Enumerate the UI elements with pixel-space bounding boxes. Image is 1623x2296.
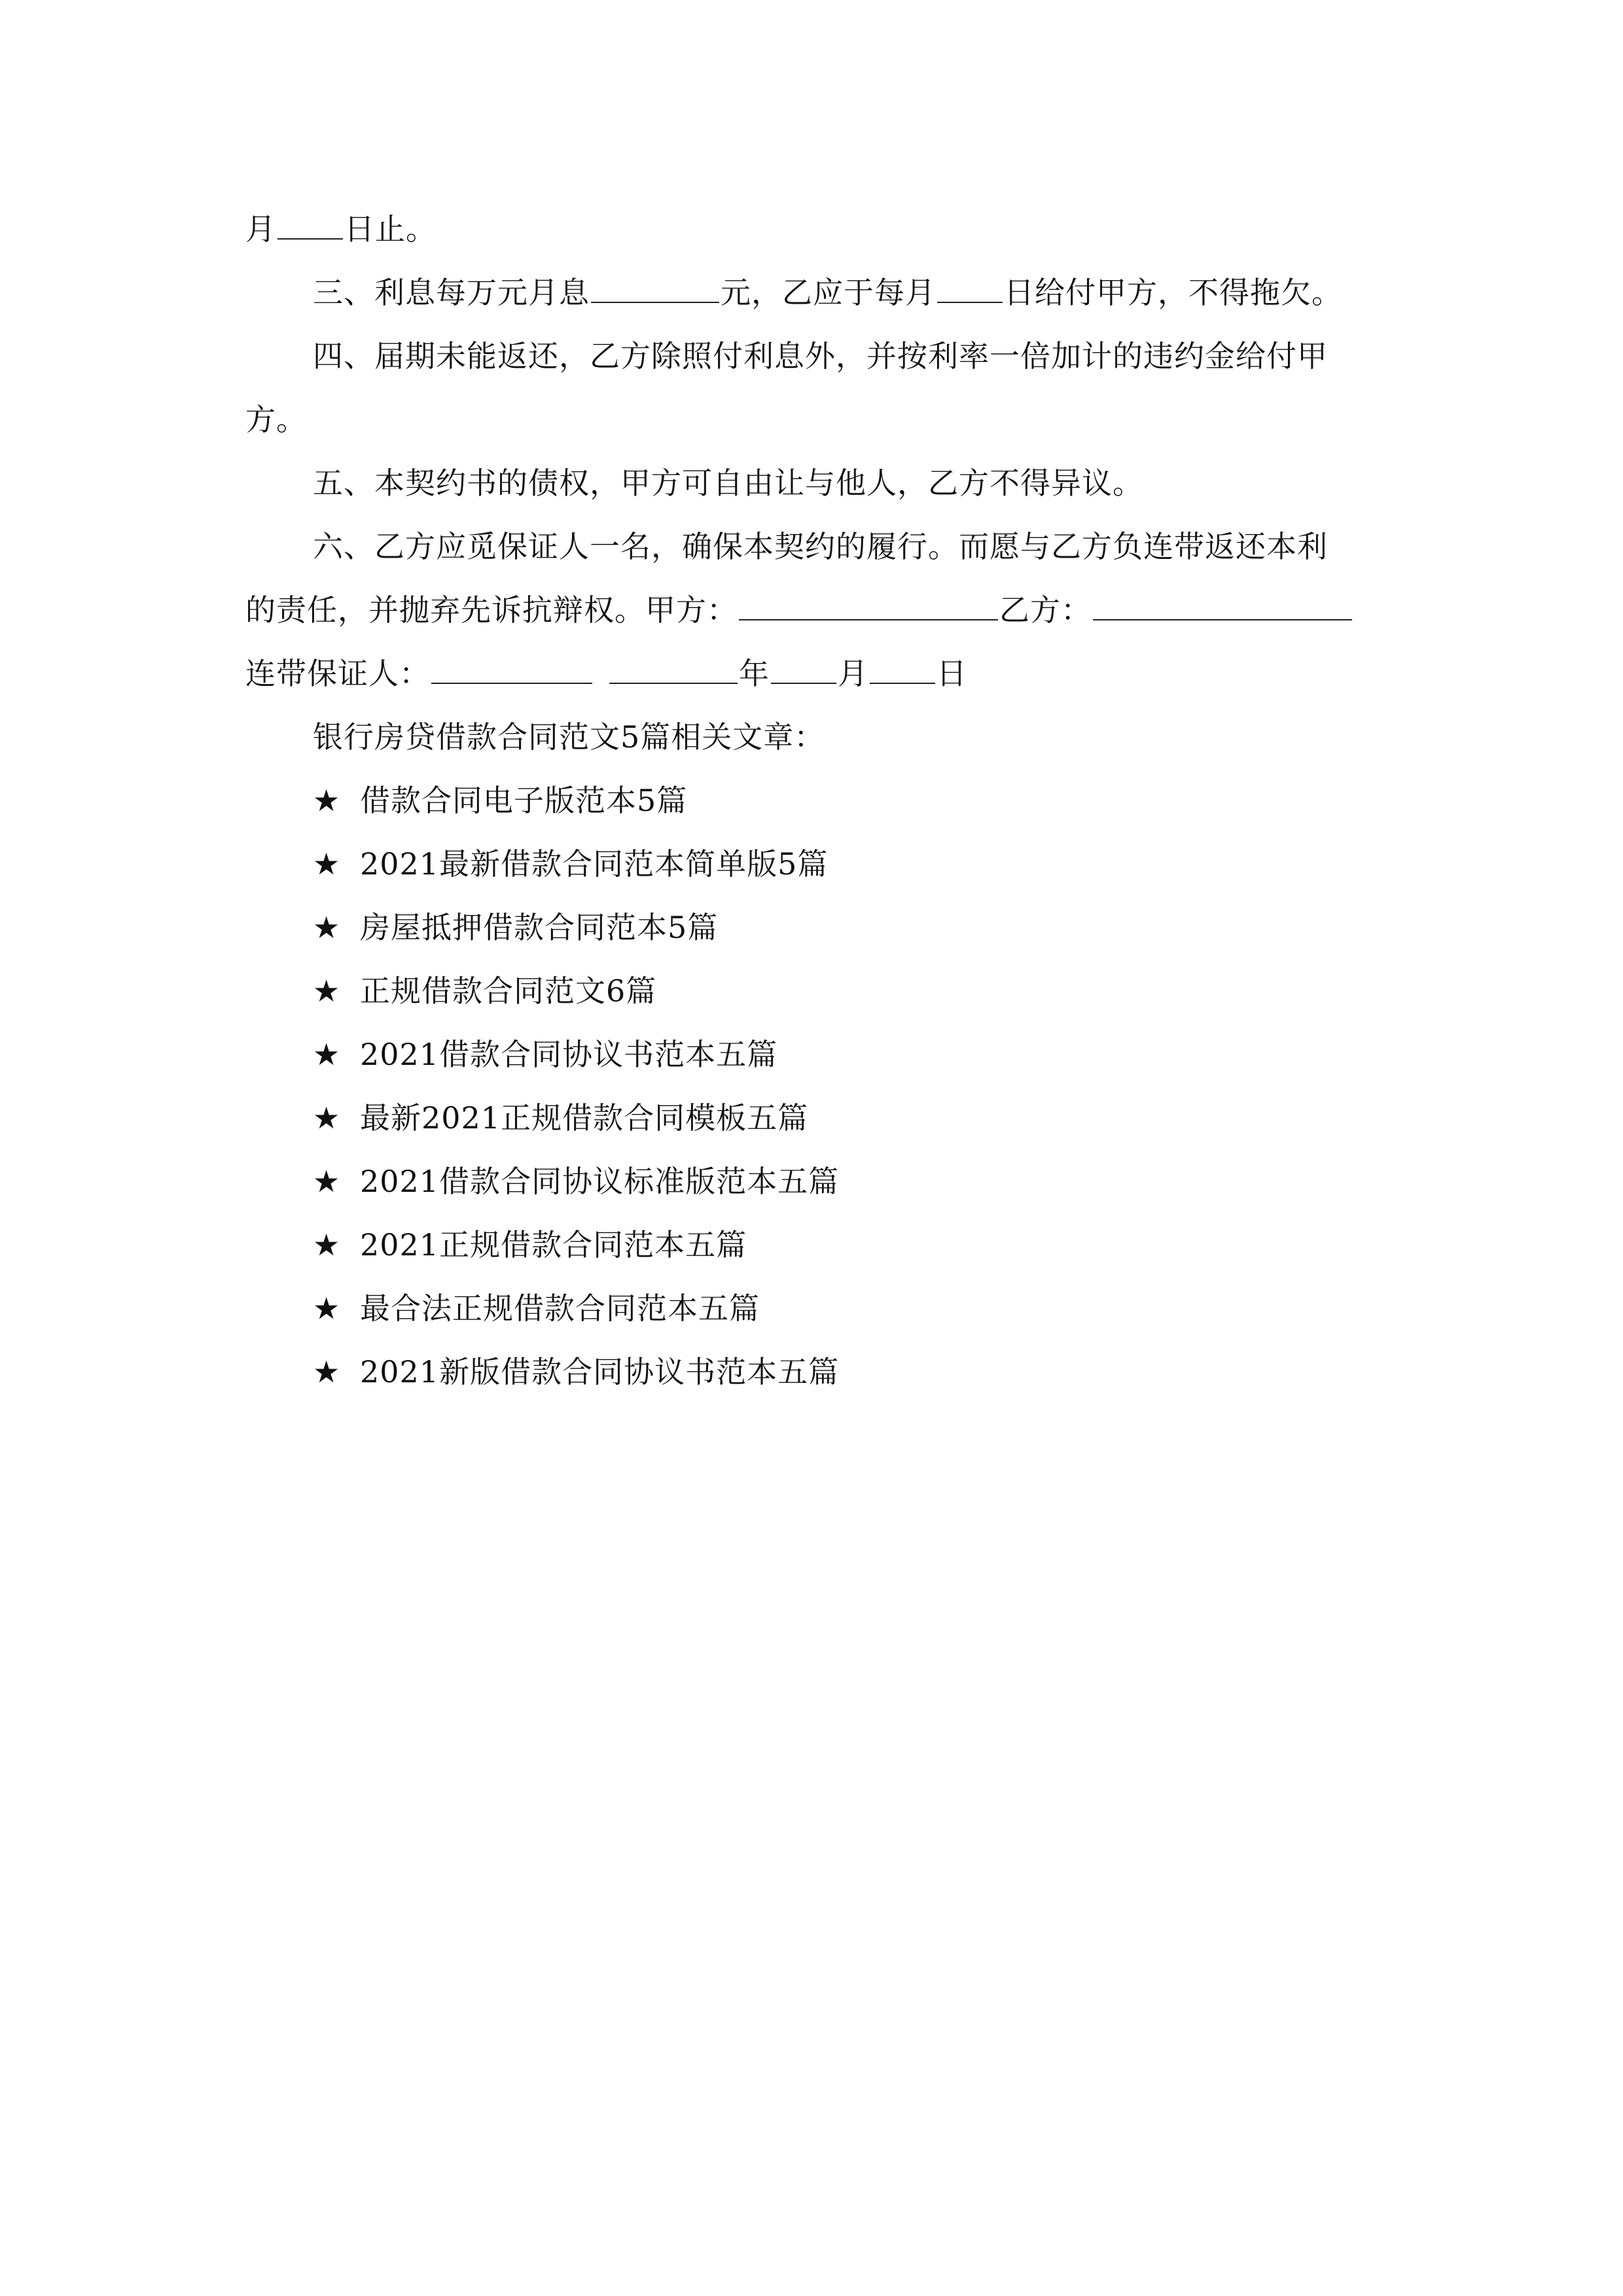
blank-month2 <box>771 654 836 684</box>
blank-year <box>609 654 738 684</box>
related-link[interactable] <box>313 1098 1465 1138</box>
star-icon: ★ <box>313 1037 341 1072</box>
related-link-label[interactable]: 房屋抵押借款合同范本5篇 <box>360 910 719 945</box>
star-icon: ★ <box>313 846 341 882</box>
related-link[interactable] <box>313 1035 1465 1074</box>
related-link-label[interactable]: 借款合同电子版范本5篇 <box>360 783 688 818</box>
star-icon: ★ <box>313 783 341 818</box>
paragraph-six-b <box>245 590 1397 630</box>
paragraph-four-b: 方。 <box>245 402 307 437</box>
paragraph-four-a: 四、届期未能返还，乙方除照付利息外，并按利率一倍加计的违约金给付甲 <box>313 338 1328 374</box>
blank-pay-day <box>937 273 1003 303</box>
blank-interest <box>591 273 719 303</box>
related-link-label[interactable]: 2021最新借款合同范本简单版5篇 <box>360 846 829 882</box>
star-icon: ★ <box>313 1291 341 1326</box>
related-link-label[interactable]: 2021正规借款合同范本五篇 <box>360 1227 747 1263</box>
related-link[interactable] <box>313 844 1465 884</box>
related-link[interactable] <box>313 971 1465 1011</box>
star-icon: ★ <box>313 973 341 1009</box>
text-day: 日止。 <box>344 211 437 247</box>
related-link[interactable] <box>313 908 1465 947</box>
related-link[interactable] <box>313 1289 1465 1328</box>
related-link-label[interactable]: 2021借款合同协议书范本五篇 <box>360 1037 778 1072</box>
related-link[interactable] <box>313 1352 1465 1391</box>
star-icon: ★ <box>313 1164 341 1199</box>
star-icon: ★ <box>313 910 341 945</box>
related-link[interactable] <box>313 1225 1465 1265</box>
text-day2: 日 <box>936 656 967 691</box>
blank-day2 <box>870 654 935 684</box>
paragraph-end-date <box>245 209 1397 249</box>
related-link-label[interactable]: 2021借款合同协议标准版范本五篇 <box>360 1164 840 1199</box>
blank-party-a <box>739 590 998 620</box>
text-guarantor: 连带保证人： <box>245 656 430 691</box>
text-month: 月 <box>245 211 276 247</box>
text-p3-c: 日给付甲方，不得拖欠。 <box>1004 275 1342 310</box>
blank-month <box>277 209 343 240</box>
paragraph-six-a: 六、乙方应觅保证人一名，确保本契约的履行。而愿与乙方负连带返还本利 <box>313 529 1328 564</box>
blank-party-b <box>1093 590 1352 620</box>
text-p3-a: 三、利息每万元月息 <box>313 275 590 310</box>
related-link[interactable] <box>313 781 1465 820</box>
paragraph-three <box>313 273 1465 312</box>
text-p6-c: 乙方： <box>999 592 1092 628</box>
star-icon: ★ <box>313 1354 341 1390</box>
text-p6-b: 的责任，并抛弃先诉抗辩权。甲方： <box>245 592 738 628</box>
paragraph-guarantor <box>245 654 1397 693</box>
related-link-label[interactable]: 正规借款合同范文6篇 <box>360 973 657 1009</box>
star-icon: ★ <box>313 1100 341 1136</box>
text-month2: 月 <box>838 656 868 691</box>
related-link-label[interactable]: 2021新版借款合同协议书范本五篇 <box>360 1354 840 1390</box>
blank-guarantor <box>431 654 592 684</box>
star-icon: ★ <box>313 1227 341 1263</box>
related-link-label[interactable]: 最新2021正规借款合同模板五篇 <box>360 1100 809 1136</box>
related-link[interactable] <box>313 1162 1465 1201</box>
paragraph-five: 五、本契约书的债权，甲方可自由让与他人，乙方不得异议。 <box>313 465 1143 501</box>
related-link-label[interactable]: 最合法正规借款合同范本五篇 <box>360 1291 760 1326</box>
related-heading: 银行房贷借款合同范文5篇相关文章： <box>313 719 825 755</box>
text-p3-b: 元，乙应于每月 <box>721 275 936 310</box>
text-year: 年 <box>739 656 770 691</box>
